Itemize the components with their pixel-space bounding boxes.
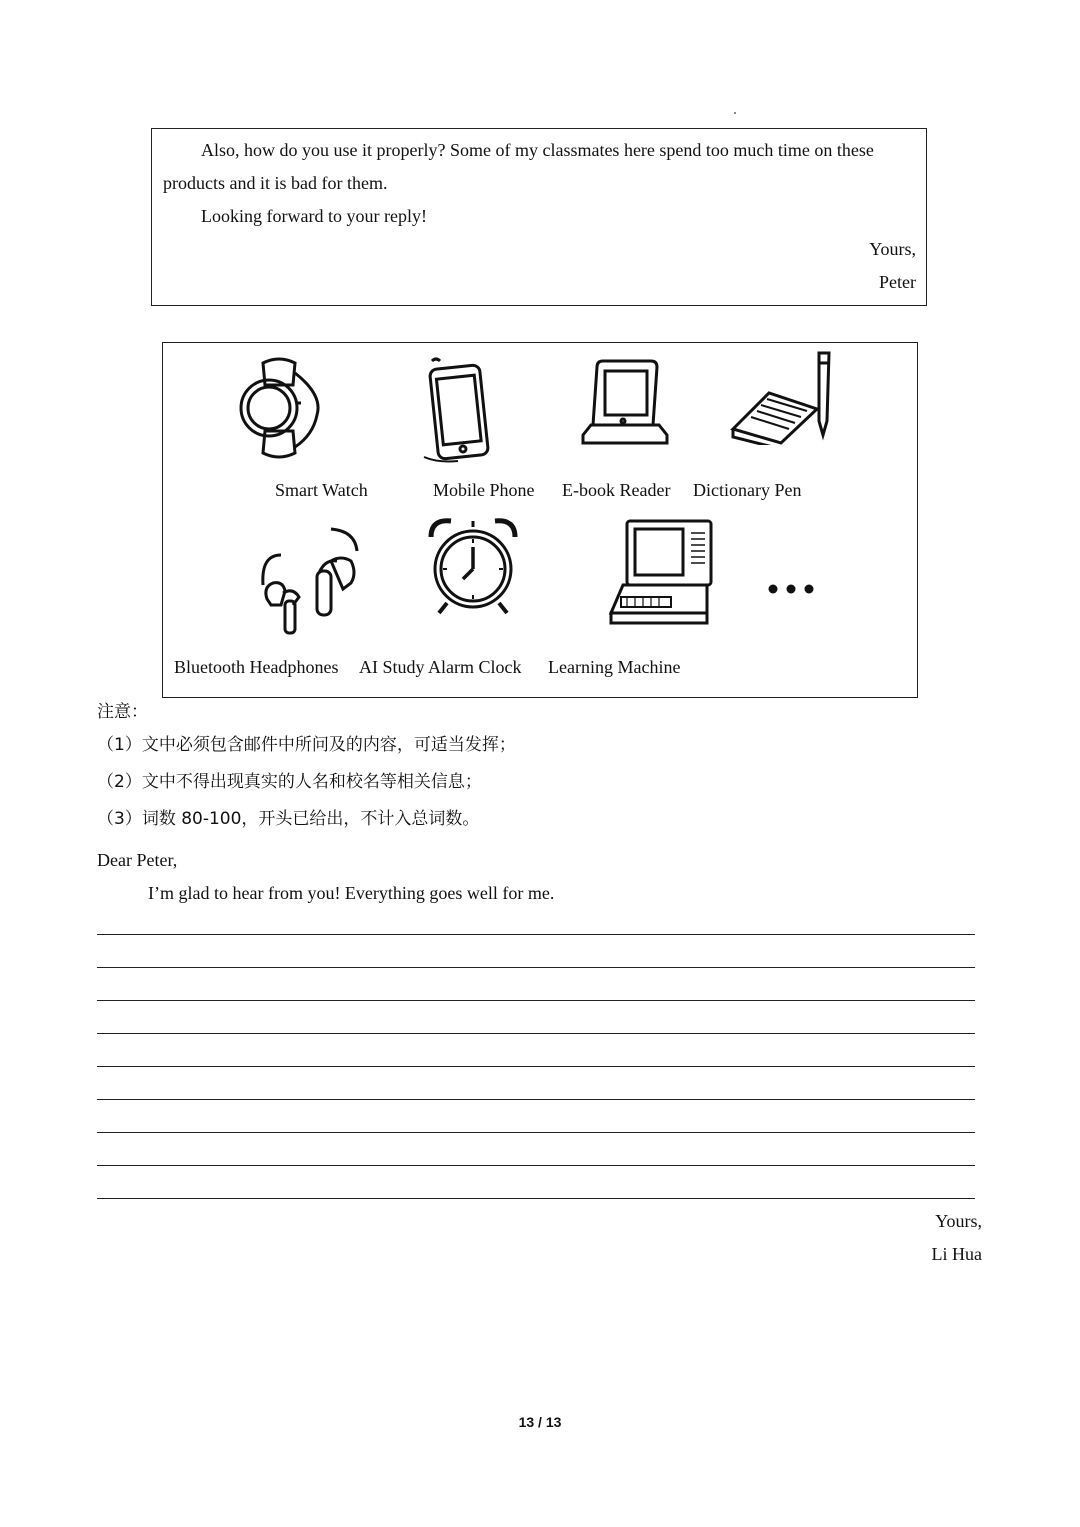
ebook-reader-icon [581, 359, 669, 449]
page-number: 13 / 13 [518, 1414, 562, 1430]
bluetooth-headphones-icon [259, 525, 369, 637]
reply-closing: Yours, [935, 1211, 982, 1231]
alarm-clock-icon [425, 515, 521, 615]
writing-line[interactable] [97, 967, 975, 968]
label-bluetooth-headphones: Bluetooth Headphones [174, 657, 339, 677]
note-item-1: （1）文中必须包含邮件中所问及的内容，可适当发挥； [97, 735, 516, 755]
writing-line[interactable] [97, 1000, 975, 1001]
label-learning-machine: Learning Machine [548, 657, 681, 677]
products-image-box [162, 342, 918, 698]
writing-line[interactable] [97, 1066, 975, 1067]
dictionary-pen-icon [729, 349, 841, 445]
reply-salutation: Dear Peter, [97, 850, 178, 870]
notes-heading: 注意： [97, 702, 148, 722]
stray-dot [734, 112, 736, 114]
letter-para1-line2: products and it is bad for them. [163, 173, 388, 193]
note-item-3: （3）词数 80-100，开头已给出，不计入总词数。 [97, 809, 480, 829]
label-mobile-phone: Mobile Phone [433, 480, 535, 500]
label-smart-watch: Smart Watch [275, 480, 368, 500]
writing-line[interactable] [97, 934, 975, 935]
writing-line[interactable] [97, 1033, 975, 1034]
writing-line[interactable] [97, 1165, 975, 1166]
letter-signature: Peter [879, 272, 916, 292]
reply-signature: Li Hua [931, 1244, 982, 1264]
mobile-phone-icon [418, 357, 498, 465]
reply-opening: I’m glad to hear from you! Everything goes well for me. [148, 883, 555, 903]
label-dictionary-pen: Dictionary Pen [693, 480, 802, 500]
note-item-2: （2）文中不得出现真实的人名和校名等相关信息； [97, 772, 482, 792]
learning-machine-icon [607, 517, 715, 627]
ellipsis-icon [767, 583, 815, 595]
label-alarm-clock: AI Study Alarm Clock [359, 657, 522, 677]
writing-line[interactable] [97, 1198, 975, 1199]
letter-box [151, 128, 927, 306]
letter-closing: Yours, [869, 239, 916, 259]
letter-para1-line1: Also, how do you use it properly? Some of my classmates here spend too much time on these [201, 140, 874, 160]
smart-watch-icon [233, 355, 325, 463]
label-ebook-reader: E-book Reader [562, 480, 671, 500]
writing-line[interactable] [97, 1132, 975, 1133]
letter-para2: Looking forward to your reply! [201, 206, 427, 226]
writing-line[interactable] [97, 1099, 975, 1100]
